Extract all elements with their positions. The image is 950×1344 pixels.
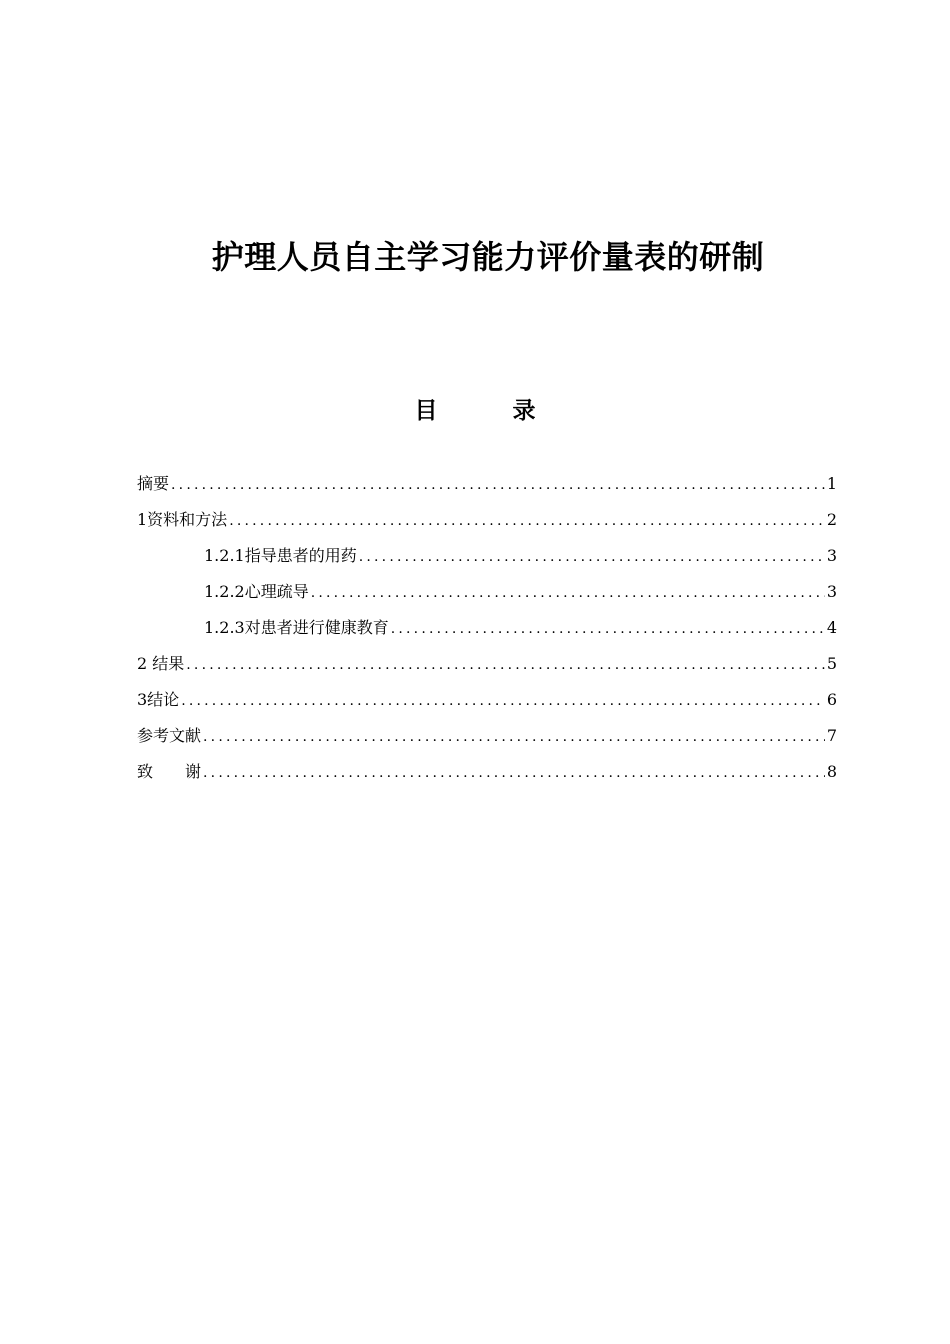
toc-page-number: 2 [826,510,837,529]
toc-page-number: 4 [826,618,837,637]
toc-entry-label: 1资料和方法 [137,510,228,529]
toc-dot-leader [229,507,825,535]
document-title: 护理人员自主学习能力评价量表的研制 [211,238,765,276]
toc-entry-label: 1.2.3对患者进行健康教育 [204,618,389,637]
toc-entry-acknowledgements[interactable] [137,758,837,794]
toc-entry-materials-methods[interactable] [137,506,837,542]
toc-entry-health-education[interactable] [137,614,837,650]
toc-entry-psychological-counseling[interactable] [137,578,837,614]
toc-dot-leader [311,579,825,607]
toc-dot-leader [203,723,825,751]
toc-dot-leader [203,759,825,787]
toc-entry-abstract[interactable] [137,470,837,506]
toc-page-number: 3 [826,546,837,565]
toc-entry-label: 参考文献 [137,726,202,745]
table-of-contents [137,470,837,794]
toc-entry-label: 3结论 [137,690,180,709]
toc-page-number: 7 [826,726,837,745]
toc-page-number: 1 [826,474,837,493]
toc-entry-label: 致 谢 [137,762,202,781]
toc-entry-medication-guidance[interactable] [137,542,837,578]
toc-heading: 目 录 [414,398,562,424]
toc-dot-leader [186,651,825,679]
toc-entry-conclusion[interactable] [137,686,837,722]
toc-entry-label: 摘要 [137,474,170,493]
toc-entry-references[interactable] [137,722,837,758]
toc-page-number: 8 [826,762,837,781]
toc-entry-label: 1.2.1指导患者的用药 [204,546,357,565]
toc-dot-leader [181,687,825,715]
toc-page-number: 6 [826,690,837,709]
toc-page-number: 5 [826,654,837,673]
toc-entry-results[interactable] [137,650,837,686]
toc-page-number: 3 [826,582,837,601]
toc-dot-leader [391,615,825,643]
toc-dot-leader [359,543,825,571]
toc-dot-leader [171,471,825,499]
toc-entry-label: 1.2.2心理疏导 [204,582,309,601]
toc-entry-label: 2 结果 [137,654,185,673]
